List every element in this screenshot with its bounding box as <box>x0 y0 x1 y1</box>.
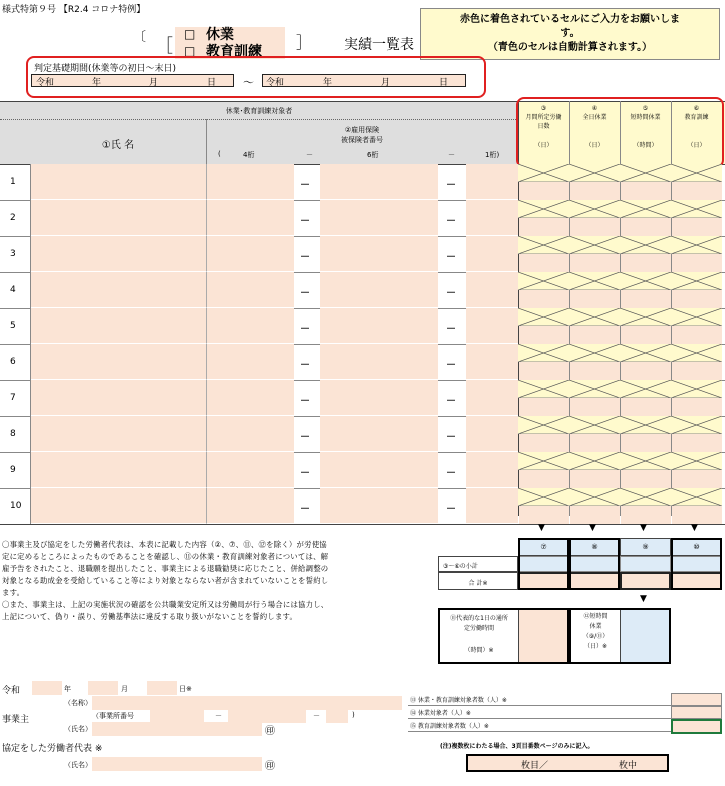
row-value-input[interactable] <box>570 398 620 416</box>
page-of-label: 枚目／ <box>521 761 549 771</box>
form-id: 様式特第９号 【R2.4 コロナ特例】 <box>2 5 146 15</box>
row-value-input[interactable] <box>621 470 671 488</box>
row-crossed-cell <box>671 200 722 218</box>
row-crossed-cell <box>620 488 671 506</box>
row-value-input[interactable] <box>672 326 722 344</box>
name-input[interactable] <box>30 308 206 344</box>
row-number: 7 <box>10 393 16 403</box>
total-9[interactable] <box>620 572 671 590</box>
page-total-label: 枚中 <box>619 761 638 771</box>
row-value-input[interactable] <box>519 182 569 200</box>
ins-dash-2: － <box>446 396 456 407</box>
sign-year: 年 <box>64 685 71 693</box>
ins-input-1[interactable] <box>466 416 518 452</box>
office-no-dash-2: － <box>313 712 320 720</box>
ins-input-6[interactable] <box>320 236 438 272</box>
count-14-label: ⑭ 休業対象者（人）※ <box>408 706 671 719</box>
col6-header: ⑥ 教育訓練 （日） <box>684 105 709 149</box>
name-input[interactable] <box>30 272 206 308</box>
sign-month-input[interactable] <box>88 681 118 695</box>
row-number: 8 <box>10 429 16 439</box>
ins-input-6[interactable] <box>320 164 438 200</box>
frame-7 <box>518 538 569 590</box>
ins-dash-2: － <box>446 324 456 335</box>
period-end-year: 年 <box>323 78 333 88</box>
row-crossed-cell <box>518 164 569 182</box>
person-name-input[interactable] <box>92 722 262 736</box>
ins-input-4[interactable] <box>206 164 294 200</box>
period-start-day: 日 <box>207 78 217 88</box>
row-value-input[interactable] <box>672 362 722 380</box>
row-value-input[interactable] <box>519 290 569 308</box>
period-end-era: 令和 <box>266 78 285 88</box>
count-15-label: ⑮ 教育訓練対象者数（人）※ <box>408 719 671 732</box>
summary-arrow: ▼ <box>538 523 545 533</box>
page-title: 実績一覧表 <box>344 37 414 53</box>
row-crossed-cell <box>620 272 671 290</box>
row-crossed-cell <box>569 380 620 398</box>
col-insurance-l2: 被保険者番号 <box>341 136 383 144</box>
row-value-input[interactable] <box>519 218 569 236</box>
section-title: 休業･教育訓練対象者 <box>225 107 293 115</box>
row-value-input[interactable] <box>519 398 569 416</box>
ins-dash-1: － <box>300 180 310 191</box>
count-15-input[interactable] <box>671 719 722 734</box>
ins-dash-2: － <box>446 180 456 191</box>
row-value-input[interactable] <box>570 326 620 344</box>
ins-input-6[interactable] <box>320 308 438 344</box>
option-training: 教育訓練 <box>206 44 262 60</box>
summary-arrow: ▼ <box>589 523 596 533</box>
row-value-input[interactable] <box>570 506 620 524</box>
row-crossed-cell <box>620 200 671 218</box>
col4-header: ④ 全日休業 （日） <box>582 105 607 149</box>
row-crossed-cell <box>518 488 569 506</box>
ins-dash-2: － <box>446 468 456 479</box>
ins-dash-2: － <box>446 360 456 371</box>
row-value-input[interactable] <box>672 182 722 200</box>
row-crossed-cell <box>671 380 722 398</box>
ins-dash-2: － <box>446 252 456 263</box>
row-crossed-cell <box>620 380 671 398</box>
cell-12-value <box>620 610 669 662</box>
row-value-input[interactable] <box>621 326 671 344</box>
count-14-input[interactable] <box>671 706 722 719</box>
checkbox-training[interactable]: □ <box>184 44 196 58</box>
ins-input-6[interactable] <box>320 272 438 308</box>
office-no-close: ) <box>352 711 355 719</box>
count-13-input[interactable] <box>671 693 722 706</box>
row-crossed-cell <box>620 452 671 470</box>
name-input[interactable] <box>30 488 206 524</box>
ins-dash-1: － <box>306 151 313 159</box>
row-value-input[interactable] <box>672 398 722 416</box>
period-label: 判定基礎期間(休業等の初日～末日) <box>34 64 177 74</box>
row-value-input[interactable] <box>621 218 671 236</box>
rep-label: 協定をした労働者代表 ※ <box>2 744 103 754</box>
name-input[interactable] <box>30 344 206 380</box>
row-value-input[interactable] <box>570 182 620 200</box>
ins-input-1[interactable] <box>466 452 518 488</box>
row-crossed-cell <box>569 308 620 326</box>
ins-dash-1: － <box>300 216 310 227</box>
row-value-input[interactable] <box>519 506 569 524</box>
company-name-input[interactable] <box>92 696 402 710</box>
row-crossed-cell <box>620 164 671 182</box>
option-leave: 休業 <box>206 27 234 43</box>
row-crossed-cell <box>518 452 569 470</box>
row-crossed-cell <box>518 200 569 218</box>
ins-input-1[interactable] <box>466 164 518 200</box>
frame-8 <box>569 538 620 590</box>
row-number: 10 <box>10 501 22 511</box>
row-value-input[interactable] <box>672 434 722 452</box>
row-crossed-cell <box>518 380 569 398</box>
ins-input-4[interactable] <box>206 272 294 308</box>
ins-input-1[interactable] <box>466 272 518 308</box>
ins-input-6[interactable] <box>320 416 438 452</box>
ins-dash-1: － <box>300 432 310 443</box>
ins-input-1[interactable] <box>466 380 518 416</box>
row-value-input[interactable] <box>621 290 671 308</box>
row-value-input[interactable] <box>519 434 569 452</box>
notice-box <box>420 8 720 60</box>
ins-input-4[interactable] <box>206 416 294 452</box>
row-value-input[interactable] <box>621 506 671 524</box>
sign-month: 月 <box>121 685 128 693</box>
ins-dash-1: － <box>300 468 310 479</box>
ins-input-4[interactable] <box>206 308 294 344</box>
ins-input-4[interactable] <box>206 488 294 524</box>
ins-dash-1: － <box>300 504 310 515</box>
declaration: 〇事業主及び協定をした労働者代表は、本表に記載した内容（②、⑦、⑪、⑫を除く）が労使協 定に定めるところによったものであることを確認し、⑪の休業・教育訓練対象者については、解 雇予告をされたこと、退職願を提出したこと、事業主による退職勧奨に応じたこと、併給調整の 対象となる助成金を受給していること等により対象とならない者が含まれていないことを誓約し ます。 〇また、事業主は、上記の実施状況の確認を公共職業安定所又は労働局が行う場合には協力し、 上記について、偽り・誤り、労働基準法に違反する取り扱いがないことを誓約します。 <box>2 540 329 621</box>
row-value-input[interactable] <box>672 470 722 488</box>
row-crossed-cell <box>620 236 671 254</box>
summary-arrow: ▼ <box>691 523 698 533</box>
row-crossed-cell <box>569 200 620 218</box>
ins-dash-2: － <box>446 432 456 443</box>
period-end-day: 日 <box>439 78 449 88</box>
col3-header: ③ 月間所定労働 日数 （日） <box>525 105 562 149</box>
ins-dash-2: － <box>446 216 456 227</box>
row-crossed-cell <box>569 236 620 254</box>
row-crossed-cell <box>518 272 569 290</box>
counts-note: (注)複数枚にわたる場合、3頁目番数ページのみに記入。 <box>440 743 594 750</box>
ins-input-6[interactable] <box>320 488 438 524</box>
row-value-input[interactable] <box>570 254 620 272</box>
summary-cols-highlight <box>516 97 724 168</box>
ins-dash-1: － <box>300 360 310 371</box>
row-crossed-cell <box>569 344 620 362</box>
seal-icon: ㊞ <box>265 726 275 737</box>
ins-dash-1: － <box>300 324 310 335</box>
frame-10 <box>671 538 722 590</box>
period-tilde: ～ <box>243 76 254 89</box>
page-count-box[interactable] <box>466 754 669 772</box>
row-crossed-cell <box>671 344 722 362</box>
col-name-header: ①氏 名 <box>101 140 135 151</box>
row-number: 1 <box>10 177 16 187</box>
subtotal-9 <box>620 556 671 572</box>
row-value-input[interactable] <box>672 506 722 524</box>
cell-12-label: ⑫短時間 休業 （⑨/⑪） （日）※ <box>582 613 609 650</box>
rep-seal-icon: ㊞ <box>265 761 275 772</box>
row-value-input[interactable] <box>570 434 620 452</box>
name-input[interactable] <box>30 416 206 452</box>
ins-dash-2: － <box>448 151 455 159</box>
row-crossed-cell <box>671 452 722 470</box>
sign-year-input[interactable] <box>32 681 62 695</box>
ins-digits6: 6桁 <box>367 151 379 159</box>
summary-h10: ⑩ <box>671 538 722 556</box>
ins-input-6[interactable] <box>320 344 438 380</box>
row-number: 9 <box>10 465 16 475</box>
ins-input-6[interactable] <box>320 452 438 488</box>
cell-11-input[interactable] <box>518 610 567 662</box>
row-value-input[interactable] <box>519 470 569 488</box>
summary-h7: ⑦ <box>518 538 569 556</box>
row-value-input[interactable] <box>672 254 722 272</box>
row-value-input[interactable] <box>570 362 620 380</box>
row-crossed-cell <box>569 416 620 434</box>
office-no-input-2[interactable] <box>228 709 306 723</box>
row-crossed-cell <box>518 416 569 434</box>
row-number: 4 <box>10 285 16 295</box>
row-value-input[interactable] <box>621 182 671 200</box>
total-label: 合 計※ <box>438 572 518 590</box>
col5-header: ⑤ 短時間休業 （時間） <box>630 105 661 149</box>
row-value-input[interactable] <box>621 254 671 272</box>
office-no-input-3[interactable] <box>326 709 348 723</box>
row-crossed-cell <box>518 344 569 362</box>
period-start-year: 年 <box>92 78 102 88</box>
row-value-input[interactable] <box>570 290 620 308</box>
name-input[interactable] <box>30 452 206 488</box>
ins-digits4: 4桁 <box>243 151 255 159</box>
row-crossed-cell <box>569 164 620 182</box>
ins-digits1: 1桁) <box>485 151 500 159</box>
bracket-close: ］ <box>296 33 313 52</box>
ins-input-4[interactable] <box>206 236 294 272</box>
ins-input-4[interactable] <box>206 380 294 416</box>
ins-dash-2: － <box>446 504 456 515</box>
row-number: 6 <box>10 357 16 367</box>
period-end-month: 月 <box>381 78 391 88</box>
notice-line3: （青色のセルは自動計算されます。） <box>487 42 653 53</box>
row-number: 3 <box>10 249 16 259</box>
name-input[interactable] <box>30 236 206 272</box>
rep-name-input[interactable] <box>92 757 262 771</box>
cell-11-label: ⑪代表的な1日の通所 定労働時間 （時間）※ <box>450 615 508 654</box>
row-value-input[interactable] <box>570 470 620 488</box>
row-crossed-cell <box>671 236 722 254</box>
ins-input-1[interactable] <box>466 200 518 236</box>
rep-person-label: （氏名） <box>64 761 92 769</box>
row-value-input[interactable] <box>672 290 722 308</box>
row-value-input[interactable] <box>519 326 569 344</box>
ins-input-4[interactable] <box>206 200 294 236</box>
ins-input-4[interactable] <box>206 344 294 380</box>
sign-day: 日※ <box>179 685 192 693</box>
ins-dash-1: － <box>300 252 310 263</box>
row-crossed-cell <box>569 488 620 506</box>
row-crossed-cell <box>671 272 722 290</box>
person-label: （氏名） <box>64 725 92 733</box>
row-value-input[interactable] <box>570 218 620 236</box>
office-no-input-1[interactable] <box>150 709 204 723</box>
period-end-field[interactable] <box>262 74 466 87</box>
ins-input-1[interactable] <box>466 488 518 524</box>
employer-label: 事業主 <box>2 715 30 725</box>
row-number: 5 <box>10 321 16 331</box>
row-crossed-cell <box>569 452 620 470</box>
row-crossed-cell <box>671 308 722 326</box>
ins-input-1[interactable] <box>466 308 518 344</box>
name-input[interactable] <box>30 380 206 416</box>
row-value-input[interactable] <box>672 218 722 236</box>
row-crossed-cell <box>671 416 722 434</box>
row-crossed-cell <box>518 308 569 326</box>
bracket-outer: 〔 <box>133 30 147 45</box>
row-crossed-cell <box>671 488 722 506</box>
ins-paren: ( <box>218 150 221 158</box>
row-value-input[interactable] <box>621 398 671 416</box>
row-crossed-cell <box>620 416 671 434</box>
office-no-label: （事業所番号 <box>92 712 134 720</box>
sign-era: 令和 <box>2 686 21 696</box>
ins-input-1[interactable] <box>466 236 518 272</box>
name-input[interactable] <box>30 200 206 236</box>
checkbox-leave[interactable]: □ <box>184 27 196 41</box>
row-crossed-cell <box>569 272 620 290</box>
row-crossed-cell <box>518 236 569 254</box>
row-value-input[interactable] <box>519 362 569 380</box>
arrow-to-12: ▼ <box>640 594 647 604</box>
row-crossed-cell <box>620 308 671 326</box>
company-name-label: （名称） <box>64 699 92 707</box>
ins-input-6[interactable] <box>320 200 438 236</box>
summary-h9: ⑨ <box>620 538 671 556</box>
notice-line1: 赤色に着色されているセルにご入力をお願いしま <box>460 14 680 25</box>
name-input[interactable] <box>30 164 206 200</box>
subtotal-label: ③～⑥の小計 <box>438 556 518 572</box>
row-crossed-cell <box>620 344 671 362</box>
ins-input-1[interactable] <box>466 344 518 380</box>
notice-line2: す。 <box>560 28 580 39</box>
count-13-label: ⑬ 休業・教育訓練対象者数（人）※ <box>408 693 671 706</box>
row-crossed-cell <box>671 164 722 182</box>
period-start-era: 令和 <box>36 78 55 88</box>
ins-dash-1: － <box>300 396 310 407</box>
ins-dash-1: － <box>300 288 310 299</box>
row-value-input[interactable] <box>519 254 569 272</box>
office-no-dash-1: － <box>215 712 222 720</box>
ins-input-4[interactable] <box>206 452 294 488</box>
row-number: 2 <box>10 213 16 223</box>
ins-input-6[interactable] <box>320 380 438 416</box>
summary-arrow: ▼ <box>640 523 647 533</box>
col-insurance-l1: ②雇用保険 <box>344 126 380 134</box>
summary-h8: ⑧ <box>569 538 620 556</box>
period-start-field[interactable] <box>31 74 234 87</box>
row-value-input[interactable] <box>621 434 671 452</box>
sign-day-input[interactable] <box>147 681 177 695</box>
period-start-month: 月 <box>149 78 159 88</box>
row-value-input[interactable] <box>621 362 671 380</box>
bracket-inner: ［ <box>155 36 173 57</box>
ins-dash-2: － <box>446 288 456 299</box>
